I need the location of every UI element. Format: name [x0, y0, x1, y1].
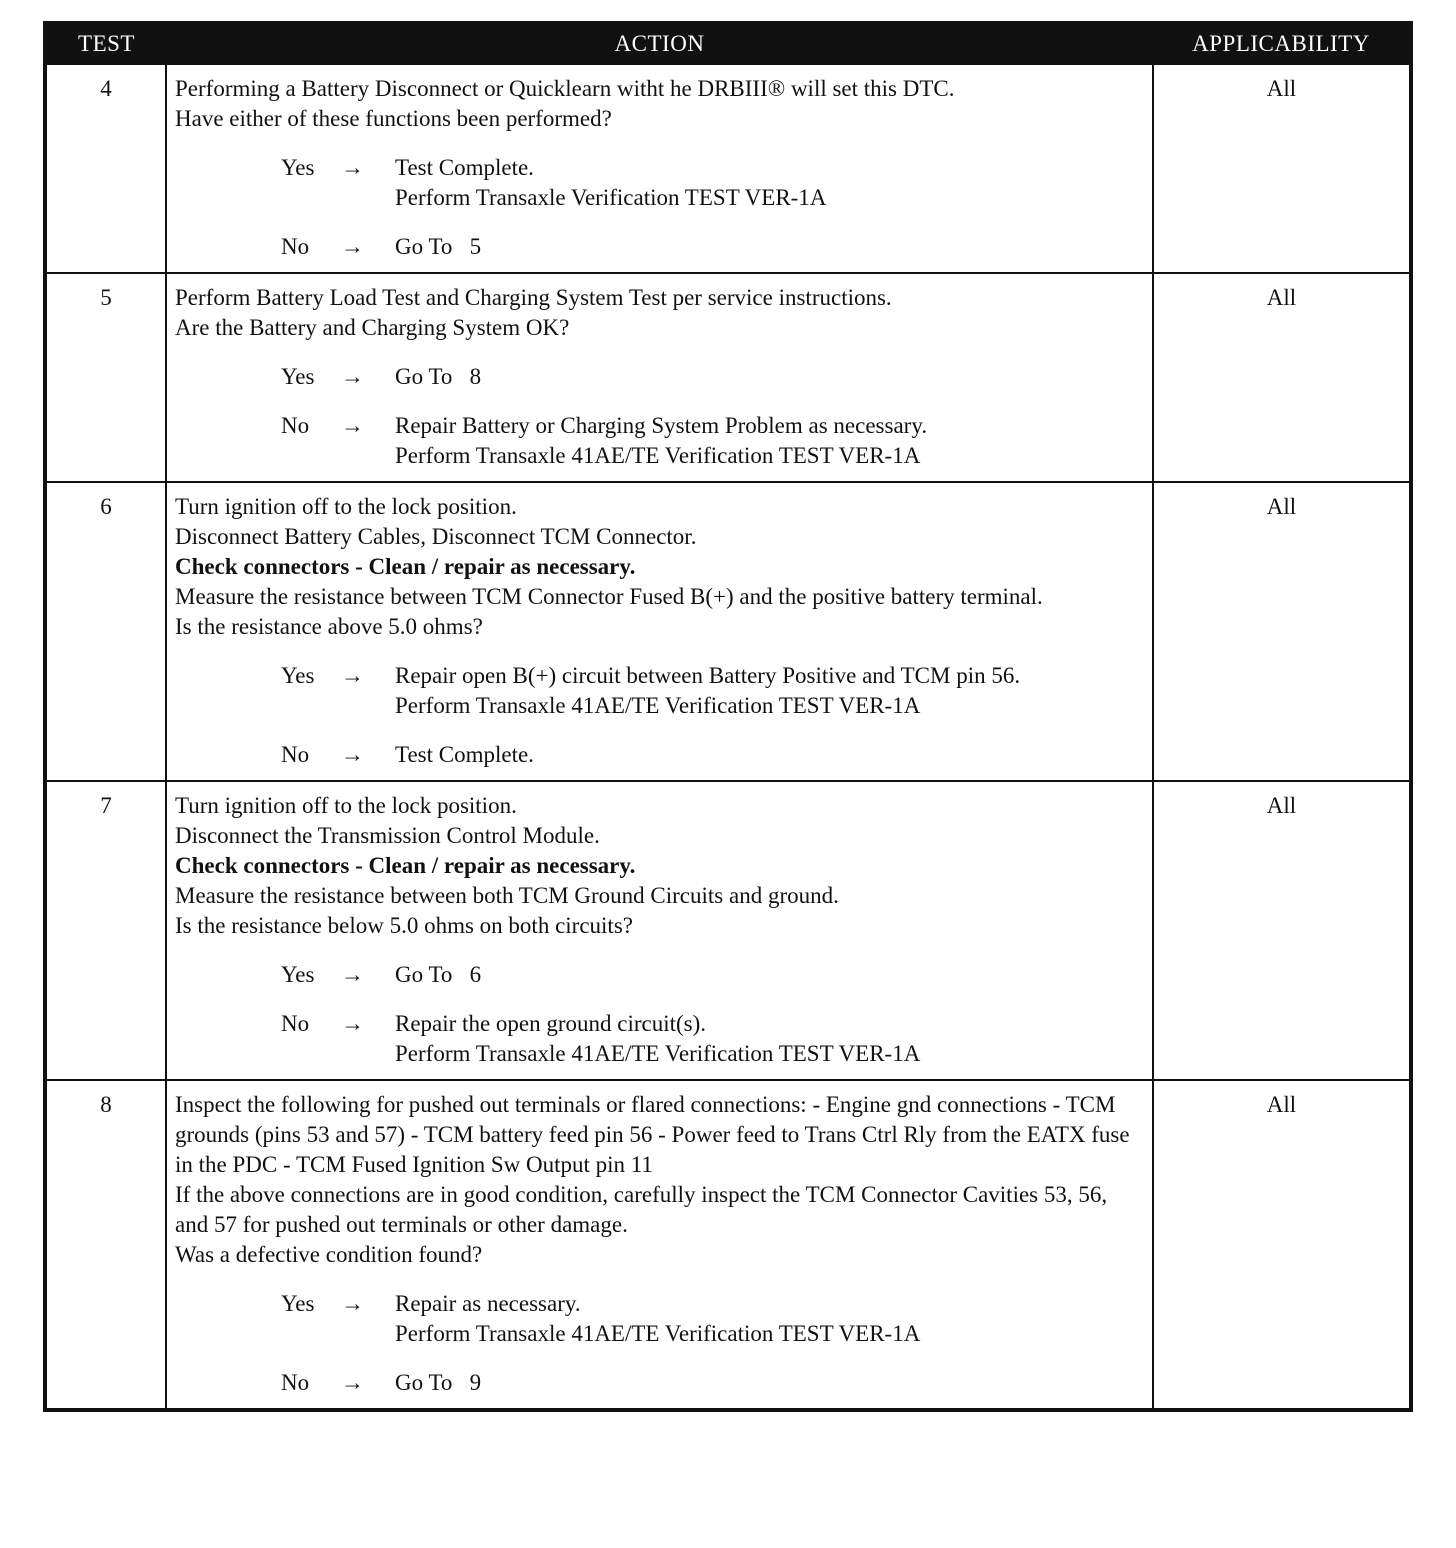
- arrow-right-icon: →: [341, 413, 364, 438]
- yes-result: [395, 661, 1146, 721]
- no-branch: [175, 1368, 1146, 1398]
- applicability-value: All: [1153, 482, 1411, 781]
- diagnostic-test-table: [43, 21, 1413, 1412]
- no-branch: [175, 232, 1146, 262]
- applicability-value: All: [1153, 1080, 1411, 1410]
- action-line: Perform Battery Load Test and Charging System Test per service instructions.: [175, 285, 892, 310]
- no-label: No: [281, 742, 310, 767]
- no-result: [395, 740, 1146, 770]
- result-line: Test Complete.: [395, 742, 534, 767]
- no-result: [395, 1009, 1146, 1069]
- action-line: If the above connections are in good condition, carefully inspect the TCM Connector Cavities 53, 56, and 57 for pushed out terminals or other damage.: [175, 1182, 1108, 1237]
- action-cell: [166, 1080, 1153, 1410]
- applicability-value: All: [1153, 781, 1411, 1080]
- no-branch: [175, 1009, 1146, 1069]
- no-result: [395, 411, 1146, 471]
- header-test: TEST: [45, 23, 166, 64]
- result-line: Perform Transaxle 41AE/TE Verification TEST VER-1A: [395, 693, 921, 718]
- no-label: No: [281, 1370, 310, 1395]
- table-row: [45, 64, 1411, 273]
- action-line: Turn ignition off to the lock position.: [175, 793, 517, 818]
- result-line: Perform Transaxle 41AE/TE Verification TEST VER-1A: [395, 1041, 921, 1066]
- action-line: Are the Battery and Charging System OK?: [175, 315, 570, 340]
- action-line: Is the resistance below 5.0 ohms on both circuits?: [175, 913, 633, 938]
- applicability-value: All: [1153, 273, 1411, 482]
- table-row: [45, 482, 1411, 781]
- result-line: Go To 8: [395, 364, 482, 389]
- action-line-bold: Check connectors - Clean / repair as necessary.: [175, 554, 636, 579]
- action-line: Have either of these functions been performed?: [175, 106, 612, 131]
- action-line: Turn ignition off to the lock position.: [175, 494, 517, 519]
- action-cell: [166, 64, 1153, 273]
- action-line: Performing a Battery Disconnect or Quicklearn witht he DRBIII® will set this DTC.: [175, 76, 955, 101]
- applicability-value: All: [1153, 64, 1411, 273]
- yes-branch: [175, 661, 1146, 721]
- result-line: Perform Transaxle 41AE/TE Verification TEST VER-1A: [395, 443, 921, 468]
- no-label: No: [281, 413, 310, 438]
- yes-label: Yes: [281, 962, 315, 987]
- no-branch: [175, 411, 1146, 471]
- yes-branch: [175, 153, 1146, 213]
- action-line: Measure the resistance between TCM Connector Fused B(+) and the positive battery terminal.: [175, 584, 1043, 609]
- action-cell: [166, 273, 1153, 482]
- arrow-right-icon: →: [341, 234, 364, 259]
- result-line: Test Complete.: [395, 155, 534, 180]
- action-cell: [166, 781, 1153, 1080]
- result-line: Repair open B(+) circuit between Battery Positive and TCM pin 56.: [395, 663, 1021, 688]
- table-row: [45, 1080, 1411, 1410]
- no-result: [395, 232, 1146, 262]
- table-header-row: [45, 23, 1411, 64]
- arrow-right-icon: →: [341, 1370, 364, 1395]
- action-line-bold: Check connectors - Clean / repair as necessary.: [175, 853, 636, 878]
- result-line: Go To 9: [395, 1370, 482, 1395]
- no-result: [395, 1368, 1146, 1398]
- result-line: Go To 5: [395, 234, 482, 259]
- result-line: Repair the open ground circuit(s).: [395, 1011, 707, 1036]
- yes-label: Yes: [281, 155, 315, 180]
- no-branch: [175, 740, 1146, 770]
- yes-result: [395, 960, 1146, 990]
- table-row: [45, 273, 1411, 482]
- no-label: No: [281, 1011, 310, 1036]
- diagnostic-page: [43, 21, 1409, 1412]
- action-line: Disconnect the Transmission Control Module.: [175, 823, 600, 848]
- arrow-right-icon: →: [341, 155, 364, 180]
- yes-label: Yes: [281, 663, 315, 688]
- header-applicability: APPLICABILITY: [1153, 23, 1411, 64]
- result-line: Perform Transaxle Verification TEST VER-1A: [395, 185, 827, 210]
- result-line: Repair as necessary.: [395, 1291, 581, 1316]
- arrow-right-icon: →: [341, 742, 364, 767]
- test-number: 6: [45, 482, 166, 781]
- yes-result: [395, 362, 1146, 392]
- result-line: Go To 6: [395, 962, 482, 987]
- test-number: 8: [45, 1080, 166, 1410]
- test-number: 7: [45, 781, 166, 1080]
- yes-branch: [175, 1289, 1146, 1349]
- yes-label: Yes: [281, 1291, 315, 1316]
- action-line: Is the resistance above 5.0 ohms?: [175, 614, 483, 639]
- yes-label: Yes: [281, 364, 315, 389]
- test-number: 5: [45, 273, 166, 482]
- arrow-right-icon: →: [341, 663, 364, 688]
- yes-branch: [175, 362, 1146, 392]
- action-cell: [166, 482, 1153, 781]
- yes-branch: [175, 960, 1146, 990]
- yes-result: [395, 153, 1146, 213]
- action-line: Disconnect Battery Cables, Disconnect TCM Connector.: [175, 524, 697, 549]
- action-line: Was a defective condition found?: [175, 1242, 483, 1267]
- table-row: [45, 781, 1411, 1080]
- arrow-right-icon: →: [341, 1011, 364, 1036]
- result-line: Perform Transaxle 41AE/TE Verification TEST VER-1A: [395, 1321, 921, 1346]
- action-line: Measure the resistance between both TCM Ground Circuits and ground.: [175, 883, 839, 908]
- arrow-right-icon: →: [341, 962, 364, 987]
- yes-result: [395, 1289, 1146, 1349]
- result-line: Repair Battery or Charging System Problem as necessary.: [395, 413, 928, 438]
- action-line: Inspect the following for pushed out terminals or flared connections: - Engine gnd connections - TCM grounds (pins 53 and 57) - TCM battery feed pin 56 - Power feed to Trans Ctrl Rly from the EATX fuse in the PDC - TCM Fused Ignition Sw Output pin 11: [175, 1092, 1130, 1177]
- arrow-right-icon: →: [341, 364, 364, 389]
- arrow-right-icon: →: [341, 1291, 364, 1316]
- test-number: 4: [45, 64, 166, 273]
- no-label: No: [281, 234, 310, 259]
- header-action: ACTION: [166, 23, 1153, 64]
